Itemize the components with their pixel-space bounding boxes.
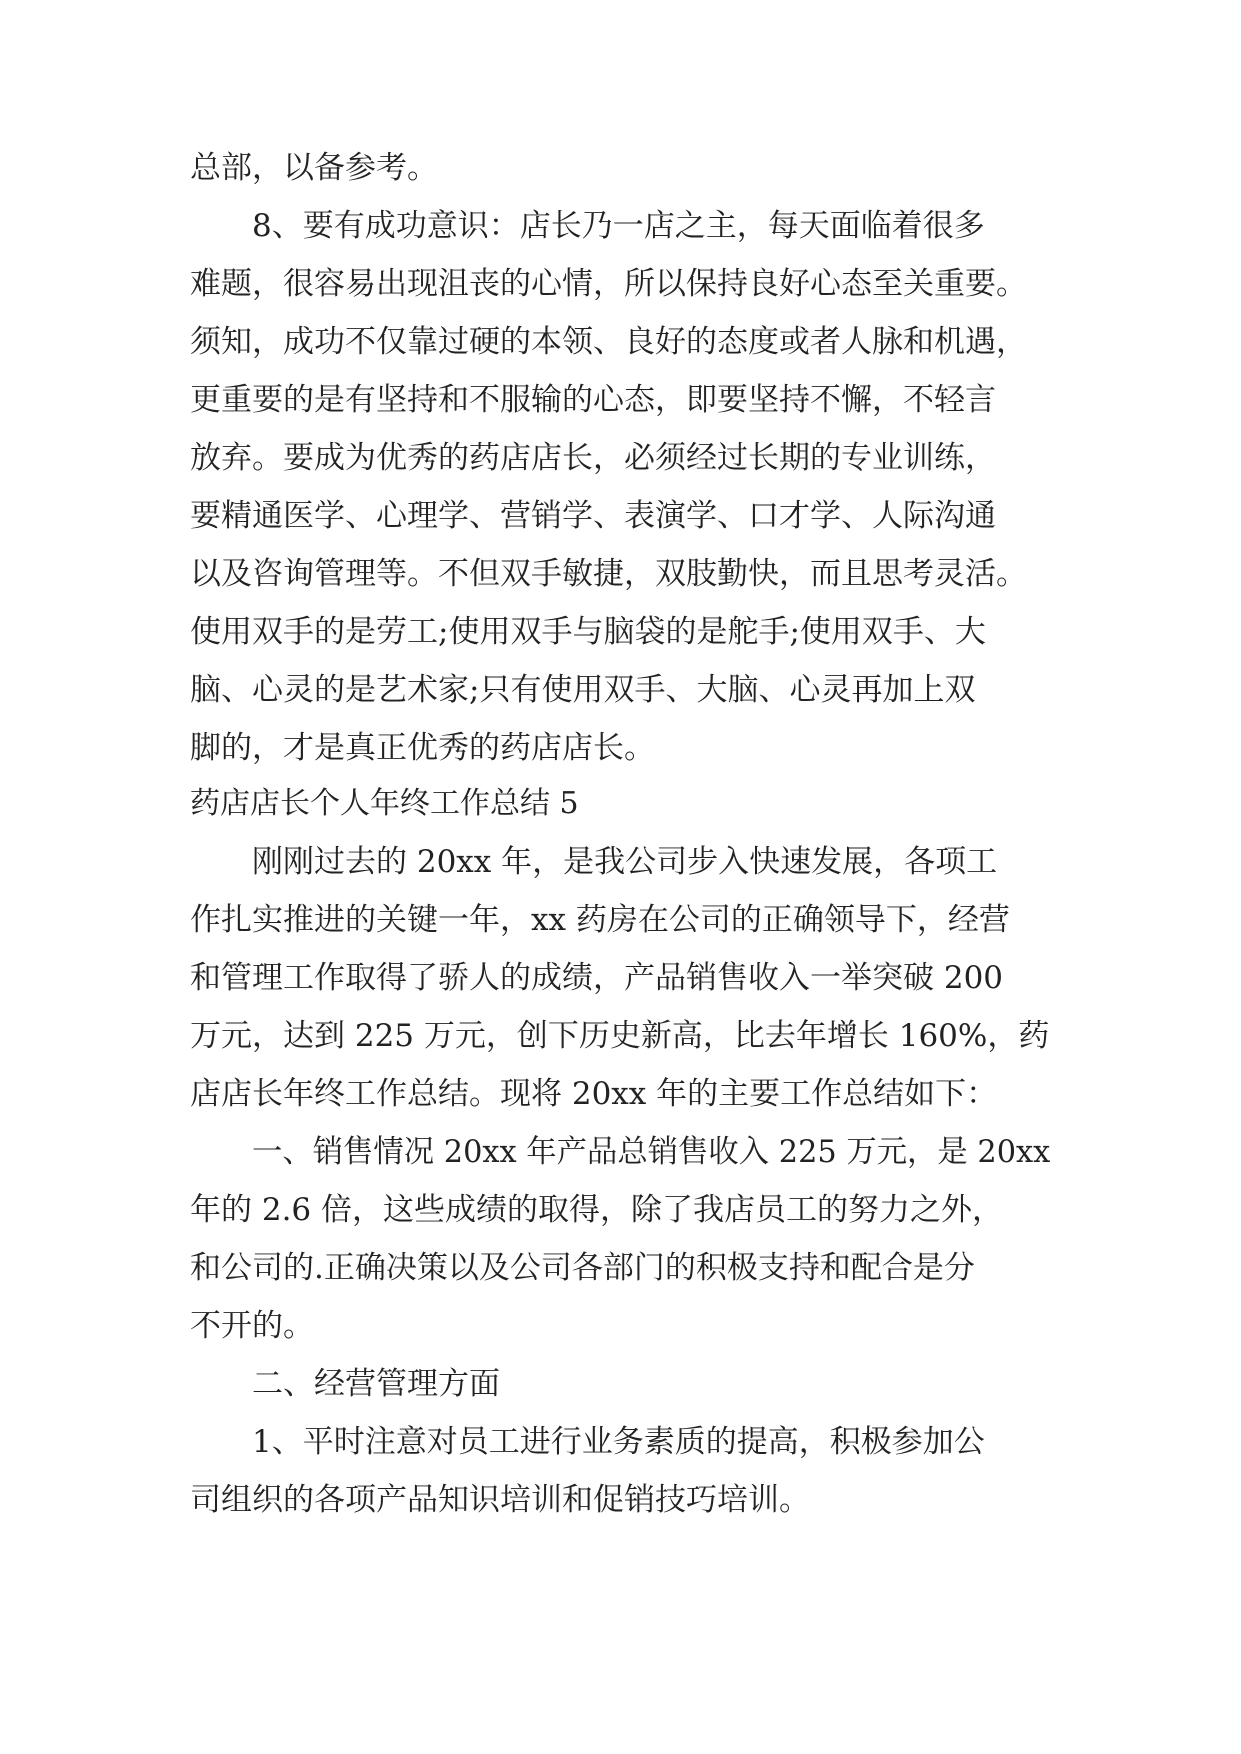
paragraph-line: 使用双手的是劳工;使用双手与脑袋的是舵手;使用双手、大 bbox=[190, 614, 986, 650]
paragraph-line: 和管理工作取得了骄人的成绩，产品销售收入一举突破 200 bbox=[190, 960, 1004, 996]
paragraph-line: 刚刚过去的 20xx 年，是我公司步入快速发展，各项工 bbox=[252, 844, 998, 880]
paragraph-line: 年的 2.6 倍，这些成绩的取得，除了我店员工的努力之外， bbox=[190, 1192, 1004, 1228]
paragraph-line: 难题，很容易出现沮丧的心情，所以保持良好心态至关重要。 bbox=[190, 266, 1027, 302]
subsection-heading: 二、经营管理方面 bbox=[252, 1366, 500, 1402]
paragraph-line: 脑、心灵的是艺术家;只有使用双手、大脑、心灵再加上双 bbox=[190, 672, 976, 708]
paragraph-line: 总部，以备参考。 bbox=[190, 150, 438, 186]
paragraph-line: 须知，成功不仅靠过硬的本领、良好的态度或者人脉和机遇， bbox=[190, 324, 1027, 360]
paragraph-line: 司组织的各项产品知识培训和促销技巧培训。 bbox=[190, 1482, 810, 1518]
paragraph-line: 以及咨询管理等。不但双手敏捷，双肢勤快，而且思考灵活。 bbox=[190, 556, 1027, 592]
paragraph-line: 8、要有成功意识：店长乃一店之主，每天面临着很多 bbox=[252, 208, 985, 244]
paragraph-line: 和公司的.正确决策以及公司各部门的积极支持和配合是分 bbox=[190, 1250, 975, 1286]
paragraph-line: 一、销售情况 20xx 年产品总销售收入 225 万元，是 20xx bbox=[252, 1134, 1051, 1170]
paragraph-line: 1、平时注意对员工进行业务素质的提高，积极参加公 bbox=[252, 1424, 985, 1460]
paragraph-line: 万元，达到 225 万元，创下历史新高，比去年增长 160%，药 bbox=[190, 1018, 1050, 1054]
paragraph-line: 店店长年终工作总结。现将 20xx 年的主要工作总结如下： bbox=[190, 1076, 998, 1112]
paragraph-line: 放弃。要成为优秀的药店店长，必须经过长期的专业训练， bbox=[190, 440, 996, 476]
paragraph-line: 要精通医学、心理学、营销学、表演学、口才学、人际沟通 bbox=[190, 498, 996, 534]
paragraph-line: 更重要的是有坚持和不服输的心态，即要坚持不懈，不轻言 bbox=[190, 382, 996, 418]
paragraph-line: 作扎实推进的关键一年，xx 药房在公司的正确领导下，经营 bbox=[190, 902, 1010, 938]
section-heading: 药店店长个人年终工作总结 5 bbox=[190, 786, 579, 821]
paragraph-line: 不开的。 bbox=[190, 1308, 314, 1344]
paragraph-line: 脚的，才是真正优秀的药店店长。 bbox=[190, 730, 655, 766]
